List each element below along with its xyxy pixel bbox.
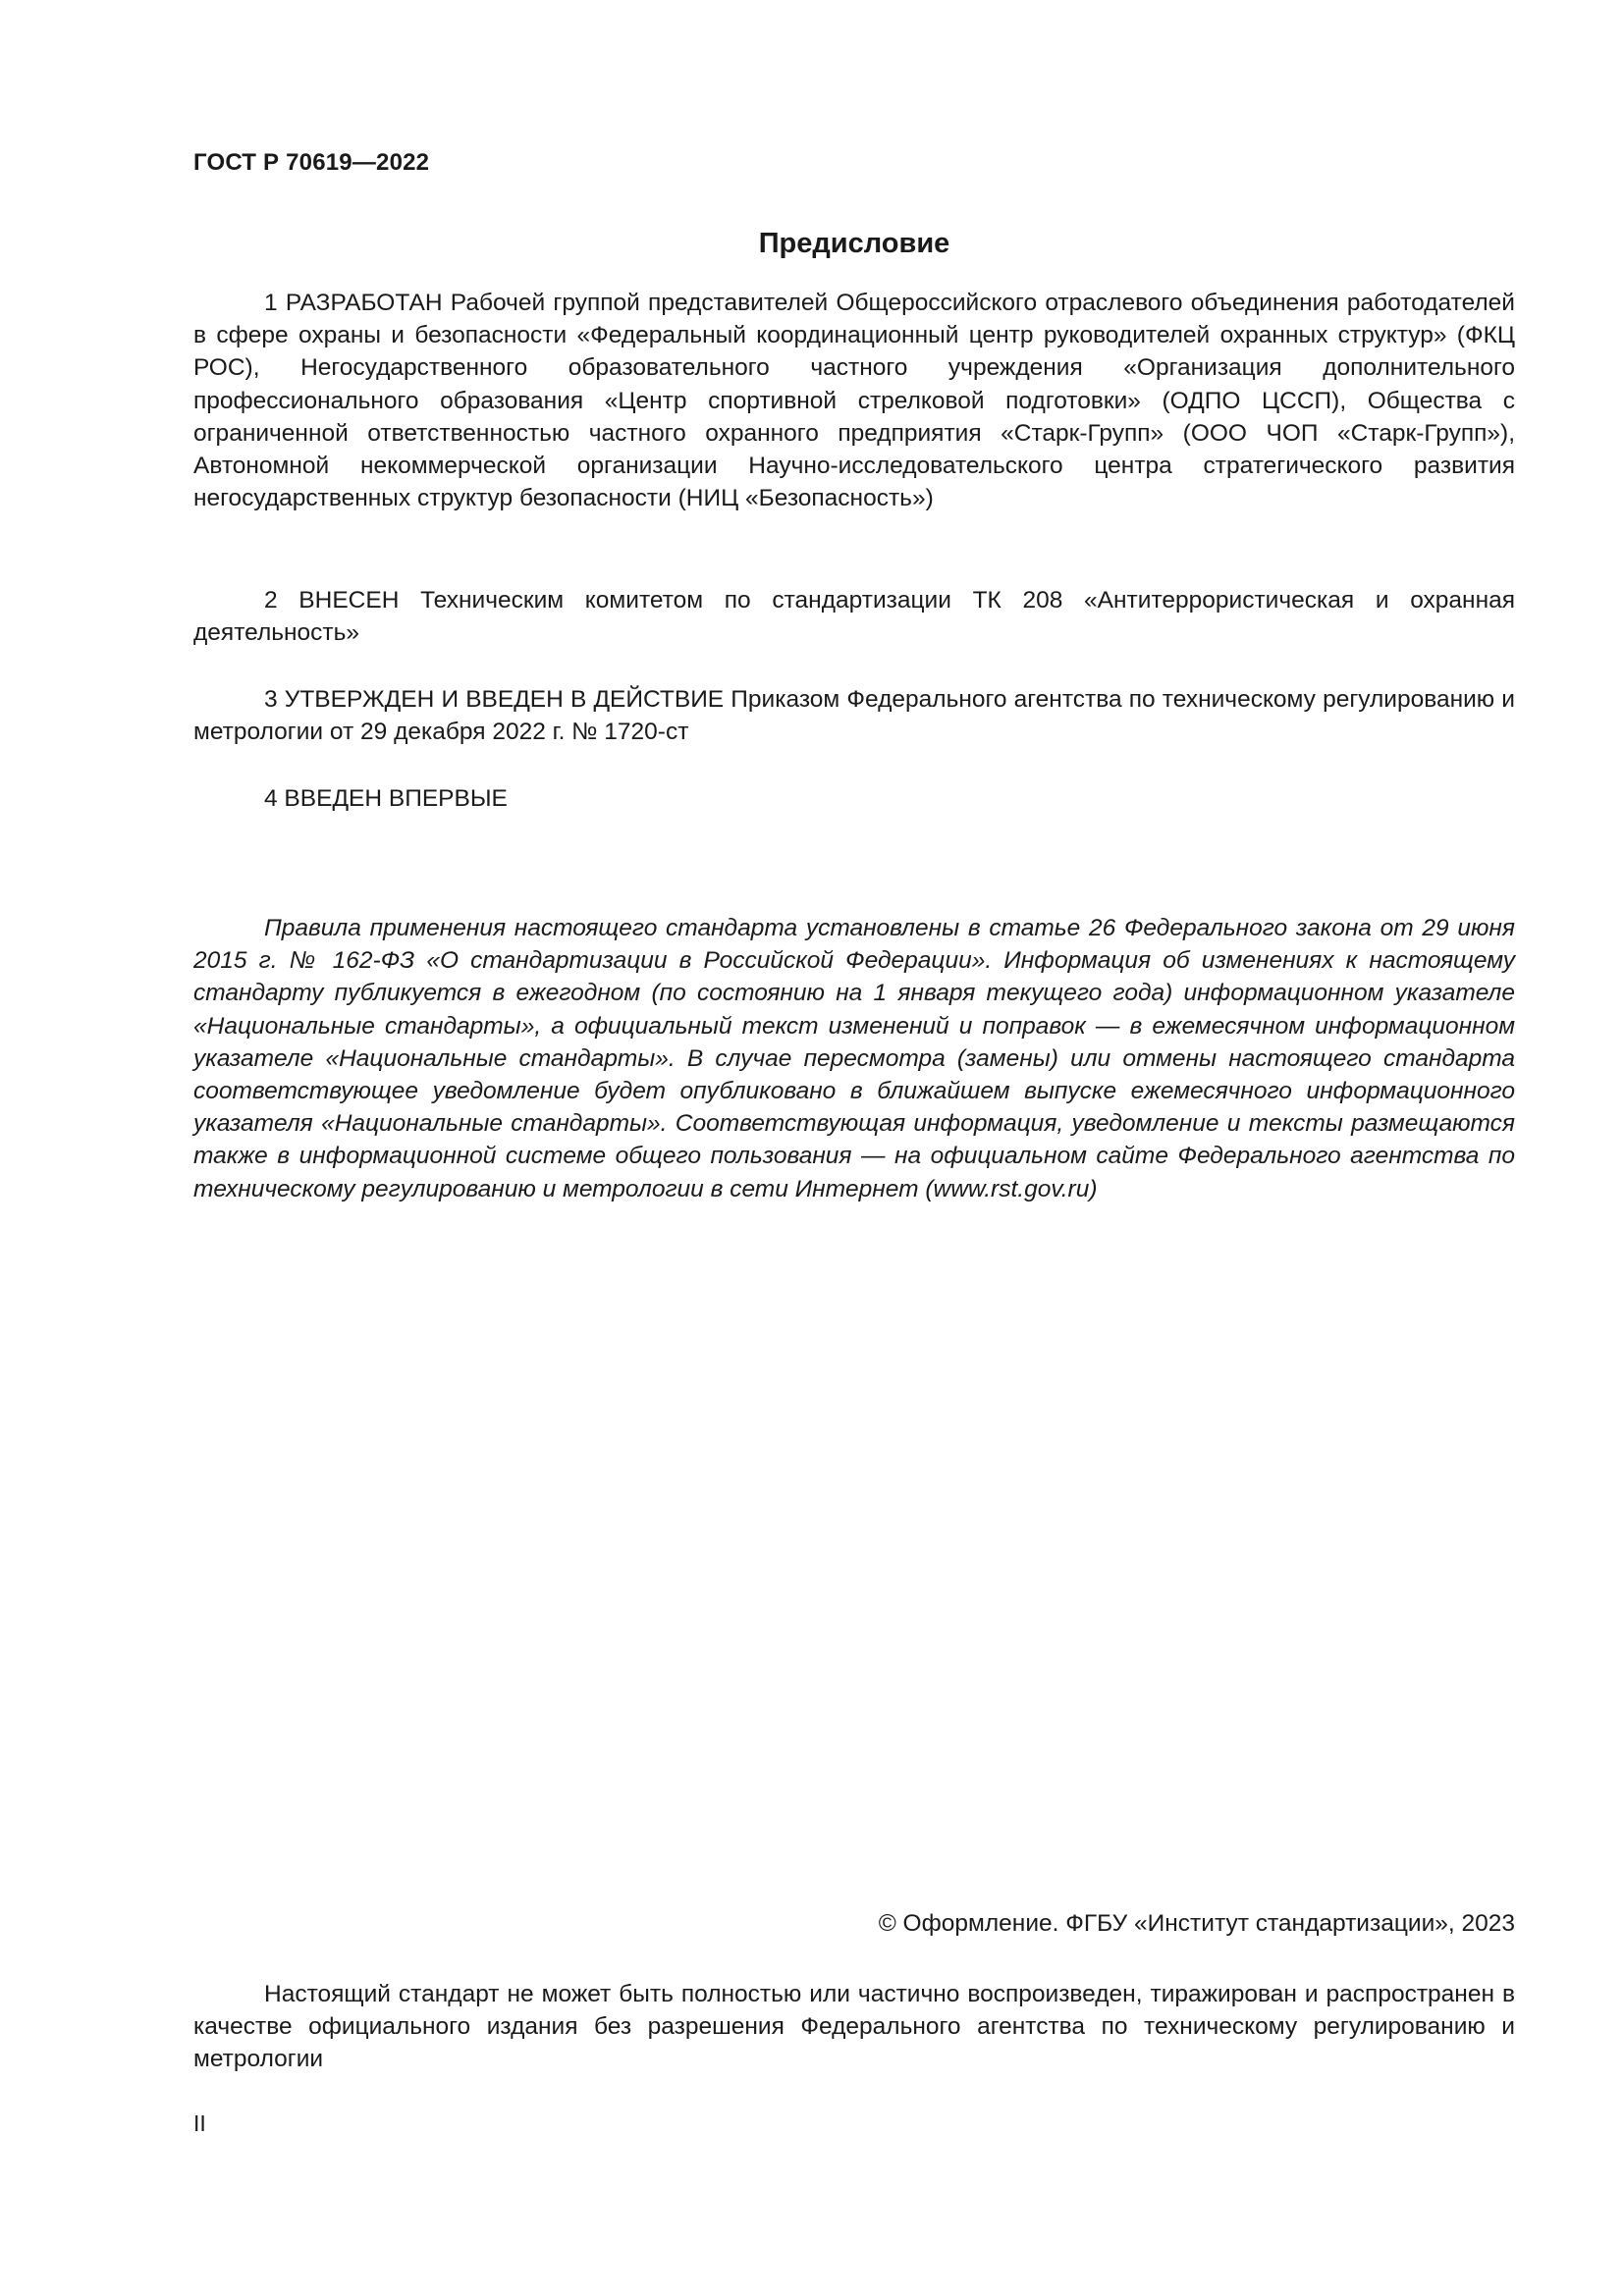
paragraph-reproduction: Настоящий стандарт не может быть полностью или частично воспроизведен, тиражирован и распространен в качестве официального издания без разрешения Федерального агентства по техническому регулированию и метрологии xyxy=(193,1981,1515,2073)
paragraph-rules: Правила применения настоящего стандарта установлены в статье 26 Федерального закона от 29 июня 2015 г. № 162-ФЗ «О стандартизации в Российской Федерации». Информация об изменениях к настоящему стандарту публикуется в ежегодном (по состоянию на 1 января текущего года) информационном указателе «Национальные стандарты», а официальный текст изменений и поправок — в ежемесячном информационном указателе «Национальные стандарты». В случае пересмотра (замены) или отмены настоящего стандарта соответствующее уведомление будет опубликовано в ближайшем выпуске ежемесячного информационного указателя «Национальные стандарты». Соответствующая информация, уведомление и тексты размещаются также в информационной системе общего пользования — на официальном сайте Федерального агентства по техническому регулированию и метрологии в сети Интернет (www.rst.gov.ru) xyxy=(193,915,1515,1202)
document-code: ГОСТ Р 70619—2022 xyxy=(193,149,430,176)
copyright-notice: © Оформление. ФГБУ «Институт стандартизации», 2023 xyxy=(878,1910,1515,1937)
paragraph-introduced: 4 ВВЕДЕН ВПЕРВЫЕ xyxy=(264,785,508,812)
page-title: Предисловие xyxy=(758,228,950,259)
paragraph-developed: 1 РАЗРАБОТАН Рабочей группой представителей Общероссийского отраслевого объединения работодателей в сфере охраны и безопасности «Федеральный координационный центр руководителей охранных структур» (ФКЦ РОС), Негосударственного образовательного частного учреждения «Организация дополнительного профессионального образования «Центр спортивной стрелковой подготовки» (ОДПО ЦССП), Общества с ограниченной ответственностью частного охранного предприятия «Старк-Групп» (ООО ЧОП «Старк-Групп»), Автономной некоммерческой организации Научно-исследовательского центра стратегического развития негосударственных структур безопасности (НИЦ «Безопасность») xyxy=(193,290,1515,512)
page-number: II xyxy=(193,2110,206,2136)
paragraph-submitted: 2 ВНЕСЕН Техническим комитетом по стандартизации ТК 208 «Антитеррористическая и охранная деятельность» xyxy=(193,587,1515,647)
paragraph-approved: 3 УТВЕРЖДЕН И ВВЕДЕН В ДЕЙСТВИЕ Приказом Федерального агентства по техническому регулированию и метрологии от 29 декабря 2022 г. № 1720-ст xyxy=(193,686,1515,746)
